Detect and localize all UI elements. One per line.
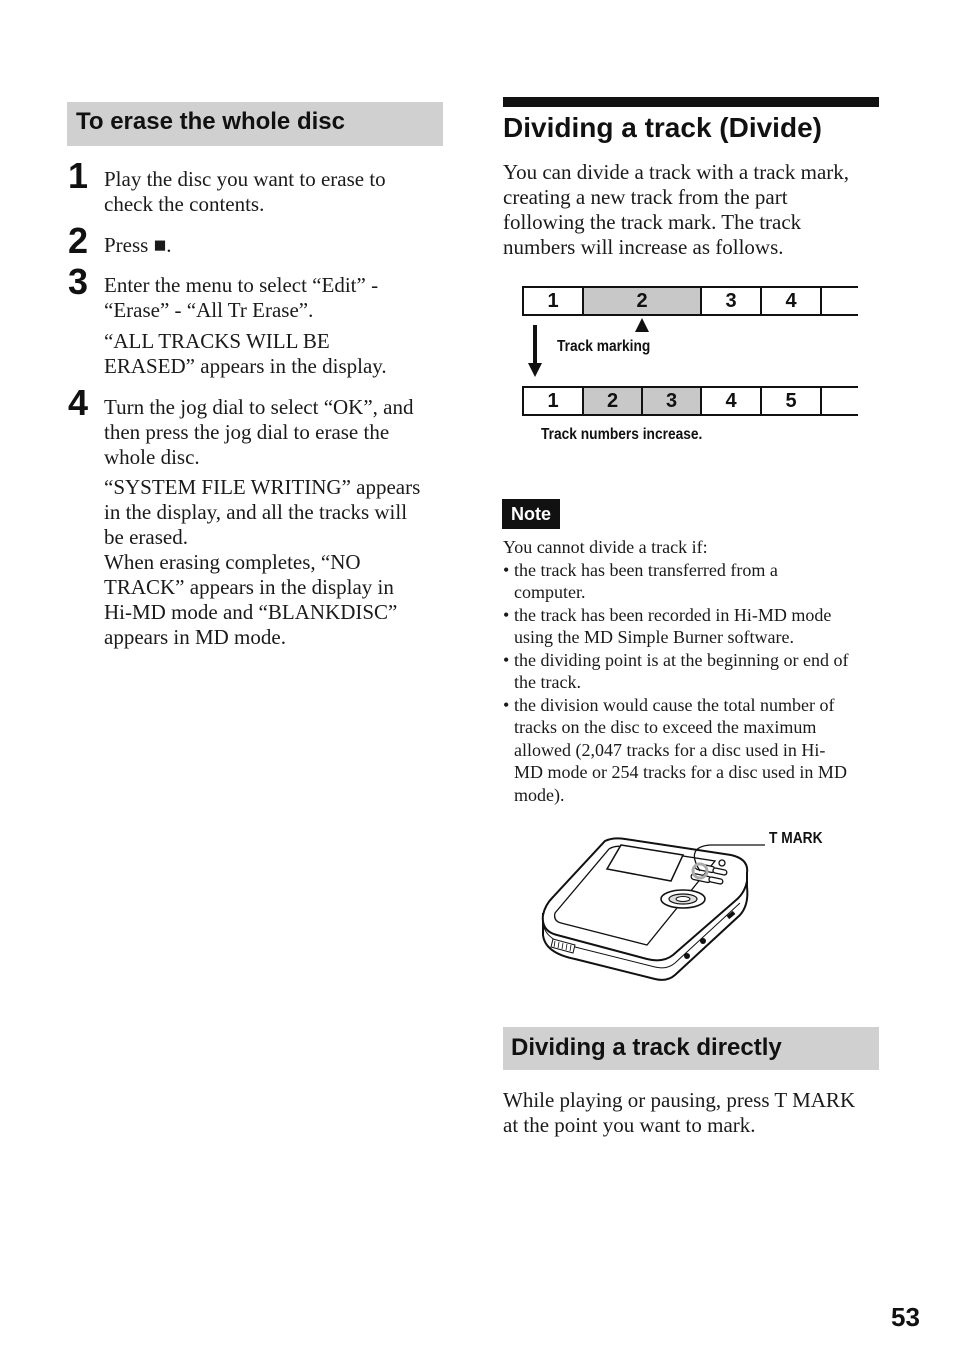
step-number-1: 1 [68, 155, 89, 196]
page-number: 53 [891, 1302, 920, 1332]
step-4-result-line: TRACK” appears in the display in [104, 575, 394, 599]
note-bullet-line: • the track has been recorded in Hi-MD mode [514, 604, 832, 625]
note-lead: You cannot divide a track if: [503, 537, 708, 557]
note-badge: Note [502, 499, 560, 529]
note-bullet [503, 649, 877, 694]
track-cell: 4 [702, 388, 762, 414]
md-player-illustration [535, 835, 775, 985]
step-4-result-line: “SYSTEM FILE WRITING” appears [104, 475, 421, 499]
intro-line: following the track mark. The track [503, 210, 802, 234]
step-3-result [104, 329, 444, 379]
note-bullet-line: MD mode or 254 tracks for a disc used in MD [514, 762, 847, 782]
divide-directly-text [503, 1088, 883, 1138]
note-bullet-line: using the MD Simple Burner software. [514, 627, 794, 647]
step-3-text [104, 273, 444, 323]
step-3-line: Enter the menu to select “Edit” - [104, 273, 379, 297]
step-4-line: then press the jog dial to erase the [104, 420, 390, 444]
step-1-text [104, 167, 444, 217]
note-bullet-line: mode). [514, 784, 565, 805]
track-marking-label: Track marking [557, 338, 651, 355]
step-4-text [104, 395, 444, 470]
step-3-line: “Erase” - “All Tr Erase”. [104, 298, 314, 322]
note-bullet-line: • the dividing point is at the beginning or end of [514, 649, 849, 670]
note-body [503, 536, 877, 806]
down-arrow-icon [526, 325, 544, 377]
track-cell: 5 [762, 388, 822, 414]
note-bullet-line: • the track has been transferred from a [514, 559, 778, 580]
step-4-line: Turn the jog dial to select “OK”, and [104, 395, 414, 419]
title-rule [503, 97, 879, 107]
intro-line: numbers will increase as follows. [503, 235, 784, 259]
note-list [503, 559, 877, 807]
step-4-result-line: be erased. [104, 525, 188, 549]
step-4-result-line: Hi-MD mode and “BLANKDISC” [104, 600, 398, 624]
step-4-result-line: appears in MD mode. [104, 625, 286, 649]
track-cell-divided: 2 [584, 388, 643, 414]
note-bullet-line: tracks on the disc to exceed the maximum [514, 717, 817, 737]
note-bullet-line: allowed (2,047 tracks for a disc used in Hi- [514, 739, 826, 760]
section-heading-erase-whole-disc [67, 102, 443, 146]
step-4-result-line: When erasing completes, “NO [104, 550, 361, 574]
note-bullet-line: • the division would cause the total number of [514, 694, 835, 715]
step-2-line: Press ■. [104, 233, 172, 257]
step-number-4: 4 [68, 382, 89, 423]
note-bullet [503, 604, 877, 649]
section-heading-divide-directly [503, 1027, 879, 1070]
divide-intro [503, 160, 883, 260]
section-heading-text: To erase the whole disc [76, 108, 345, 135]
step-3-result-line: ERASED” appears in the display. [104, 354, 387, 378]
track-cell-empty [822, 388, 858, 414]
intro-line: You can divide a track with a track mark, [503, 160, 850, 184]
step-1-line: Play the disc you want to erase to [104, 167, 386, 191]
step-number-2: 2 [68, 220, 89, 261]
step-3-result-line: “ALL TRACKS WILL BE [104, 329, 330, 353]
step-4-result-line: in the display, and all the tracks will [104, 500, 408, 524]
track-cell: 1 [524, 288, 584, 314]
track-cell: 3 [702, 288, 762, 314]
section-heading-text: Dividing a track directly [511, 1034, 782, 1061]
track-cell-divided: 3 [643, 388, 702, 414]
intro-line: creating a new track from the part [503, 185, 788, 209]
track-mark-arrow-icon [633, 317, 651, 333]
track-cell-empty [822, 288, 858, 314]
note-bullet [503, 559, 877, 604]
direct-text-line: While playing or pausing, press T MARK [503, 1088, 856, 1112]
step-2-text [104, 233, 444, 258]
track-row-after [522, 386, 858, 416]
step-4-result [104, 475, 444, 650]
step-number-3: 3 [68, 261, 89, 302]
track-cell: 1 [524, 388, 584, 414]
note-bullet [503, 694, 877, 807]
track-row-before [522, 286, 858, 316]
note-bullet-line: computer. [514, 582, 586, 602]
track-cell: 4 [762, 288, 822, 314]
note-bullet-line: the track. [514, 672, 581, 692]
track-numbers-increase-label: Track numbers increase. [541, 426, 703, 443]
direct-text-line: at the point you want to mark. [503, 1113, 756, 1137]
track-cell-marked: 2 [584, 288, 702, 314]
step-1-line: check the contents. [104, 192, 265, 216]
t-mark-label: T MARK [769, 830, 823, 847]
section-title-divide: Dividing a track (Divide) [503, 112, 822, 143]
step-4-line: whole disc. [104, 445, 200, 469]
